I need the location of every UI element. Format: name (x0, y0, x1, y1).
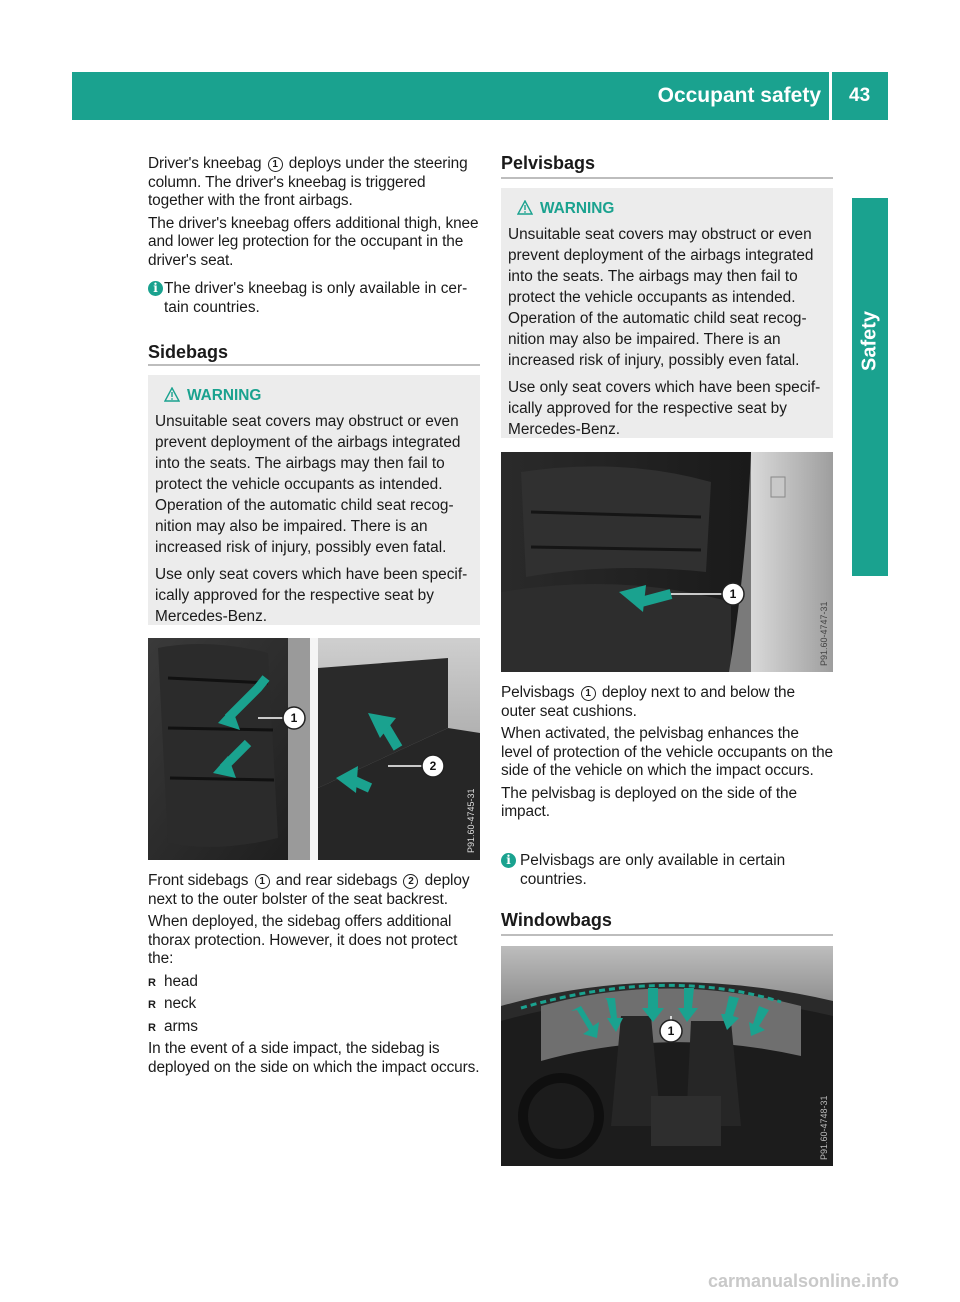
warning-box-pelvisbags (501, 188, 833, 438)
pelvisbags-heading: Pelvisbags (501, 153, 596, 173)
sidebags-paragraph-2: When deployed, the sidebag offers additional thorax protection. However, it does not protect the: (148, 913, 458, 967)
pelvisbags-info-text: Pelvisbags are only available in certain countries. (520, 852, 786, 888)
windowbags-photo (501, 946, 833, 1166)
pelvisbags-text (501, 684, 833, 826)
warning-text-2: Use only seat covers which have been specif-ically approved for the respective seat by Mercedes-Benz. (508, 379, 821, 438)
sidebags-photo (148, 638, 480, 860)
sidebags-text (148, 872, 480, 1081)
heading-rule (501, 934, 833, 936)
kneebag-info-text: The driver's kneebag is only available in cer-tain countries. (164, 280, 468, 316)
sidebags-heading: Sidebags (148, 342, 229, 362)
sidebags-paragraph-3: In the event of a side impact, the sidebag is deployed on the side on which the impact occurs. (148, 1040, 480, 1076)
warning-title: WARNING (155, 385, 473, 406)
marker-1: 1 (268, 157, 283, 172)
pelvisbags-info (501, 852, 833, 889)
heading-rule (148, 364, 480, 366)
marker-1: 1 (581, 686, 596, 701)
marker-2: 2 (403, 874, 418, 889)
section-tab (852, 198, 888, 576)
page-title: Occupant safety (657, 84, 821, 107)
photo-marker-1: 1 (290, 711, 298, 725)
photo-marker-2: 2 (429, 759, 437, 773)
photo-code: P91.60-4745-31 (466, 788, 476, 853)
marker-1: 1 (255, 874, 270, 889)
kneebag-paragraph-1: Driver's kneebag 1 deploys under the steering column. The driver's kneebag is triggered together with the front airbags. (148, 155, 468, 209)
photo-code: P91.60-4748-31 (819, 1095, 829, 1160)
warning-box-sidebags (148, 375, 480, 625)
section-tab-label: Safety (858, 310, 881, 372)
bullet-item: R head (148, 973, 480, 992)
warning-triangle-icon (517, 200, 533, 215)
kneebag-paragraph-2: The driver's kneebag offers additional thigh, knee and lower leg protection for the occupant in the driver's seat. (148, 214, 479, 269)
warning-triangle-icon (164, 387, 180, 402)
header-divider (829, 72, 832, 120)
photo-marker-1: 1 (667, 1024, 675, 1038)
pelvisbags-paragraph-3: The pelvisbag is deployed on the side of the impact. (501, 784, 797, 820)
photo-code: P91.60-4747-31 (819, 601, 829, 666)
warning-text-1: Unsuitable seat covers may obstruct or even prevent deployment of the airbags integrated into the seats. The airbags may then fail to protect the vehicle occupants as intended. Operation of the automatic child seat recog-nition may also be impaired. There is an increased risk of injury, possibly even fatal. (155, 413, 461, 556)
warning-title: WARNING (508, 198, 826, 219)
watermark: carmanualsonline.info (708, 1271, 900, 1291)
heading-rule (501, 177, 833, 179)
warning-text-2: Use only seat covers which have been specif-ically approved for the respective seat by Mercedes-Benz. (155, 566, 468, 625)
kneebag-text (148, 155, 480, 274)
bullet-item: R neck (148, 995, 480, 1014)
info-icon: i (148, 281, 163, 296)
pelvisbags-paragraph-1: Pelvisbags 1 deploy next to and below the outer seat cushions. (501, 684, 795, 720)
page-number: 43 (849, 85, 871, 106)
pelvisbags-paragraph-2: When activated, the pelvisbag enhances the level of protection of the vehicle occupants on the side of the vehicle on which the impact occurs. (501, 725, 833, 779)
section-tab-label-wrap (852, 296, 888, 386)
bullet-item: R arms (148, 1018, 480, 1037)
sidebags-paragraph-1: Front sidebags 1 and rear sidebags 2 deploy next to the outer bolster of the seat backrest. (148, 872, 470, 908)
windowbags-heading: Windowbags (501, 910, 612, 930)
warning-text-1: Unsuitable seat covers may obstruct or even prevent deployment of the airbags integrated into the seats. The airbags may then fail to protect the vehicle occupants as intended. Operation of the automatic child seat recog-nition may also be impaired. There is an increased risk of injury, possibly even fatal. (508, 226, 814, 369)
kneebag-info (148, 280, 480, 317)
photo-marker-1: 1 (729, 587, 737, 601)
pelvisbags-photo (501, 452, 833, 672)
info-icon: i (501, 853, 516, 868)
